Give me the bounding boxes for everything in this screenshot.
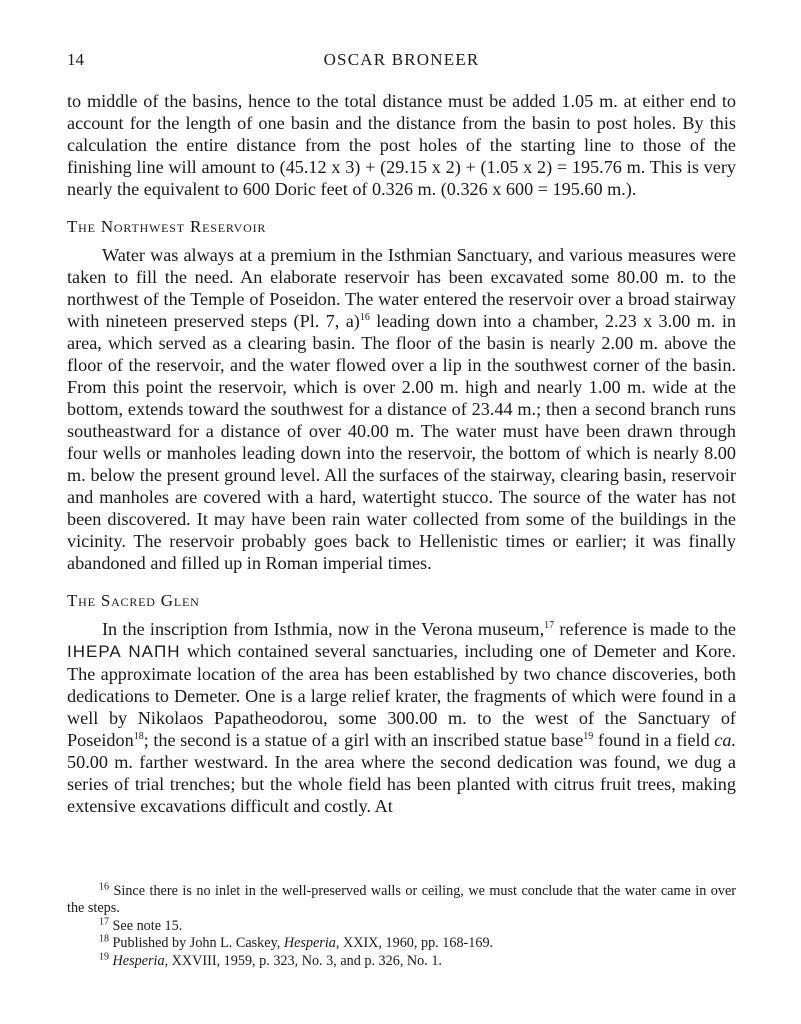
text-run: which contained several sanctuaries, including one of Demeter and Kore. The approximate location of the area has been established by two chance discoveries, both dedications to Demeter. One is a large relief krater, the fragments of which were found in a well by Nikolaos Papatheodorou, some 300.00 m. to the west of the Sanctuary of Poseidon: [67, 641, 736, 750]
footnote-ref-18[interactable]: 18: [133, 730, 144, 742]
journal-title: Hesperia: [283, 935, 336, 952]
text-run: found in a field: [593, 730, 715, 750]
footnote-text: Since there is no inlet in the well-preserved walls or ceiling, we must conclude that the water came in over the steps.: [67, 883, 736, 917]
footnote-text: Published by John L. Caskey,: [109, 935, 284, 952]
footnote-ref-19[interactable]: 19: [583, 730, 594, 742]
abbrev-circa: ca.: [714, 730, 736, 750]
text-run: Water was always at a premium in the Isthmian Sanctuary, and various measures were taken to fill the need. An elaborate reservoir has been excavated some 80.00 m. to the northwest of the Temple of Poseidon. The water entered the reservoir over a broad stairway with nineteen preserved steps (Pl. 7, a): [67, 245, 736, 331]
text-run: ; the second is a statue of a girl with an inscribed statue base: [143, 730, 584, 750]
footnote-number: 17: [99, 916, 109, 928]
footnote-text: , XXIX, 1960, pp. 168-169.: [335, 935, 494, 952]
section-heading-northwest-reservoir: The Northwest Reservoir: [67, 217, 267, 236]
footnote-ref-17[interactable]: 17: [544, 619, 555, 631]
footnote-16: [67, 883, 736, 918]
body-text: [67, 90, 736, 817]
greek-term: ΙΗΕΡΑ ΝΑΠΗ: [67, 642, 181, 661]
text-run: 50.00 m. farther westward. In the area where the second dedication was found, we dug a series of trial trenches; but the whole field has been planted with citrus fruit trees, making extensive excavations difficult and costly. At: [67, 752, 736, 816]
footnote-number: 16: [99, 881, 109, 893]
footnote-18: [67, 935, 736, 952]
text-run: leading down into a chamber, 2.23 x 3.00 m. in area, which served as a clearing basin. The floor of the basin is nearly 2.00 m. above the floor of the reservoir, and the water flowed over a lip in the southwest corner of the basin. From this point the reservoir, which is over 2.00 m. high and nearly 1.00 m. wide at the bottom, extends toward the southwest for a distance of 23.44 m.; then a second branch runs southeastward for a distance of over 40.00 m. The water must have been drawn through four wells or manholes leading down into the reservoir, the bottom of which is nearly 8.00 m. below the present ground level. All the surfaces of the stairway, clearing basin, reservoir and manholes are covered with a hard, watertight stucco. The source of the water has not been discovered. It may have been rain water collected from some of the buildings in the vicinity. The reservoir probably goes back to Hellenistic times or earlier; it was finally abandoned and filled up in Roman imperial times.: [67, 311, 736, 573]
footnote-ref-16[interactable]: 16: [359, 311, 370, 323]
footnote-19: [67, 950, 736, 970]
footnote-text: , XXVIII, 1959, p. 323, No. 3, and p. 326, No. 1.: [164, 952, 442, 969]
page-header: [67, 50, 736, 74]
intro-paragraph: to middle of the basins, hence to the total distance must be added 1.05 m. at either end to account for the length of one basin and the distance from the basin to post holes. By this calculation the entire distance from the post holes of the starting line to those of the finishing line will amount to (45.12 x 3) + (29.15 x 2) + (1.05 x 2) = 195.76 m. This is very nearly the equivalent to 600 Doric feet of 0.326 m. (0.326 x 600 = 195.60 m.).: [67, 91, 736, 199]
footnotes: [67, 883, 736, 970]
text-run: In the inscription from Isthmia, now in the Verona museum,: [102, 619, 545, 639]
footnote-number: 18: [99, 933, 109, 945]
text-run: reference is made to the: [554, 619, 736, 639]
footnote-number: 19: [99, 950, 109, 962]
journal-title: Hesperia: [112, 952, 165, 969]
section-heading-sacred-glen: The Sacred Glen: [67, 591, 200, 610]
page-number: 14: [67, 50, 84, 69]
footnote-text: See note 15.: [109, 917, 183, 934]
footnote-17: [67, 918, 736, 935]
reservoir-paragraph: [67, 244, 736, 574]
running-head: OSCAR BRONEER: [323, 50, 480, 69]
sacred-glen-paragraph: [67, 618, 736, 817]
